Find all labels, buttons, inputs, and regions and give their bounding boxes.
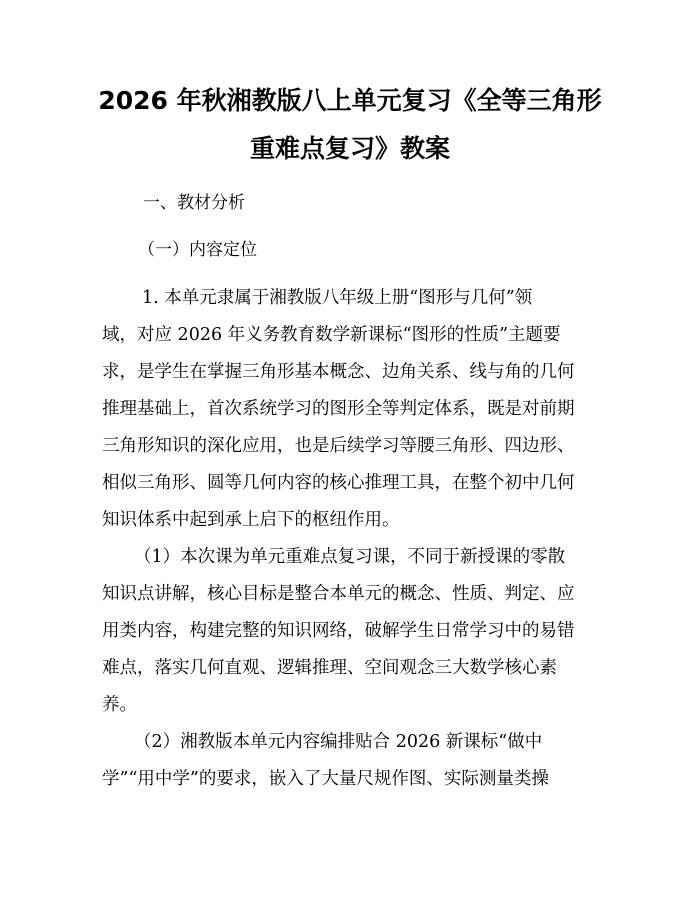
paragraph-line: 推理基础上，首次系统学习的图形全等判定体系，既是对前期 <box>102 399 575 419</box>
paragraph-line: 难点，落实几何直观、逻辑推理、空间观念三大数学核心素 <box>102 658 557 678</box>
paragraph-line: 知识点讲解，核心目标是整合本单元的概念、性质、判定、应 <box>102 584 575 604</box>
paragraph-line: 求，是学生在掌握三角形基本概念、边角关系、线与角的几何 <box>102 362 575 382</box>
paragraph-line: 养。 <box>102 695 137 715</box>
paragraph-line: 相似三角形、圆等几何内容的核心推理工具，在整个初中几何 <box>102 473 575 493</box>
paragraph-3 <box>102 724 600 798</box>
paragraph-line: 用类内容，构建完整的知识网络，破解学生日常学习中的易错 <box>102 621 575 641</box>
paragraph-line: （2）湘教版本单元内容编排贴合 2026 新课标“做中 <box>134 732 543 752</box>
paragraph-2 <box>102 539 600 724</box>
paragraph-line: 知识体系中起到承上启下的枢纽作用。 <box>102 510 400 530</box>
paragraph-line: 域，对应 2026 年义务教育数学新课标“图形的性质”主题要 <box>102 325 561 345</box>
paragraph-line: 学”“用中学”的要求，嵌入了大量尺规作图、实际测量类操 <box>102 769 549 789</box>
paragraph-line: （1）本次课为单元重难点复习课，不同于新授课的零散 <box>134 547 566 567</box>
section-heading: 一、教材分析 <box>143 193 245 213</box>
paragraph-line: 1. 本单元隶属于湘教版八年级上册“图形与几何”领 <box>142 288 533 308</box>
subsection-heading: （一）内容定位 <box>138 240 257 260</box>
paragraph-1 <box>102 280 600 539</box>
paragraph-line: 三角形知识的深化应用，也是后续学习等腰三角形、四边形、 <box>102 436 575 456</box>
document-title-line-1: 2026 年秋湘教版八上单元复习《全等三角形 <box>98 86 602 115</box>
document-title-line-2: 重难点复习》教案 <box>249 134 450 163</box>
